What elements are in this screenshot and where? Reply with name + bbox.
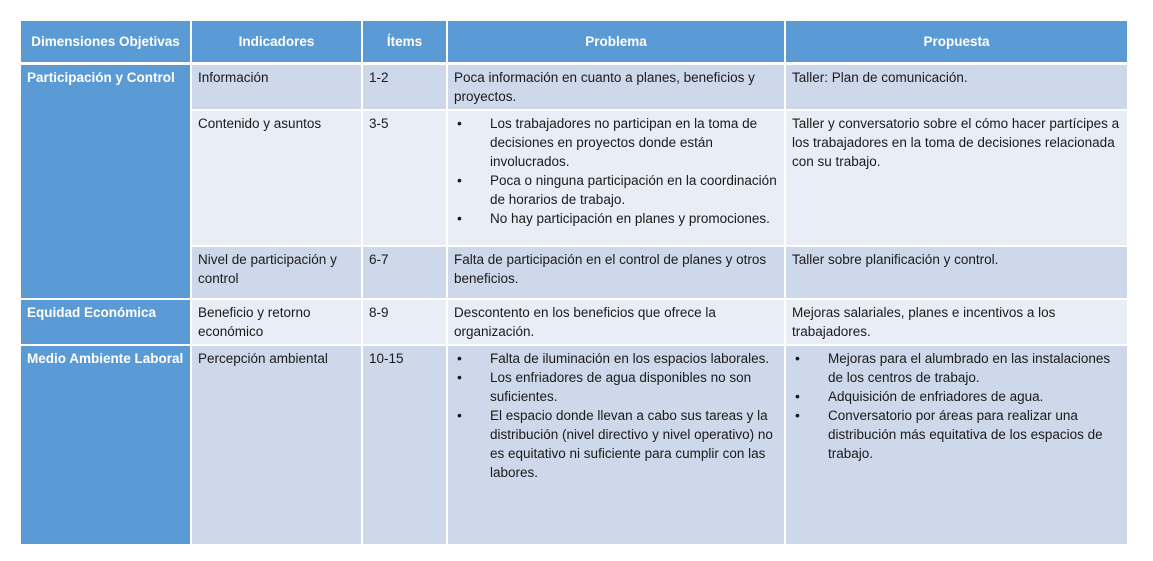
indicador-cell: Contenido y asuntos [192, 111, 363, 247]
header-propuesta: Propuesta [786, 21, 1127, 65]
diagnostic-table [21, 21, 1127, 546]
dimension-medio-ambiente: Medio Ambiente Laboral [21, 346, 192, 546]
dimension-equidad: Equidad Económica [21, 300, 192, 346]
problema-cell: Poca información en cuanto a planes, beneficios y proyectos. [448, 65, 786, 111]
propuesta-cell: Taller: Plan de comunicación. [786, 65, 1127, 111]
list-item: • Poca o ninguna participación en la coordinación de horarios de trabajo. [454, 171, 778, 209]
propuesta-cell: Taller sobre planificación y control. [786, 247, 1127, 300]
list-item: • Mejoras para el alumbrado en las instalaciones de los centros de trabajo. [792, 349, 1121, 387]
items-cell: 3-5 [363, 111, 448, 247]
problema-cell: Falta de participación en el control de planes y otros beneficios. [448, 247, 786, 300]
propuesta-list [792, 349, 1121, 463]
header-indicadores: Indicadores [192, 21, 363, 65]
propuesta-cell: Taller y conversatorio sobre el cómo hacer partícipes a los trabajadores en la toma de decisiones relacionada con su trabajo. [786, 111, 1127, 247]
items-cell: 6-7 [363, 247, 448, 300]
indicador-cell: Percepción ambiental [192, 346, 363, 546]
problema-cell [448, 346, 786, 546]
problema-cell [448, 111, 786, 247]
table-row [21, 65, 1127, 111]
dimension-participacion: Participación y Control [21, 65, 192, 300]
list-item: • No hay participación en planes y promociones. [454, 209, 778, 228]
header-items: Ítems [363, 21, 448, 65]
list-item: • Los enfriadores de agua disponibles no son suficientes. [454, 368, 778, 406]
list-item: • Los trabajadores no participan en la toma de decisiones en proyectos donde están involucrados. [454, 114, 778, 171]
propuesta-cell: Mejoras salariales, planes e incentivos a los trabajadores. [786, 300, 1127, 346]
table-row [21, 300, 1127, 346]
header-row [21, 21, 1127, 65]
indicador-cell: Información [192, 65, 363, 111]
problema-list [454, 349, 778, 482]
table-row [21, 346, 1127, 546]
items-cell: 10-15 [363, 346, 448, 546]
list-item: • Conversatorio por áreas para realizar una distribución más equitativa de los espacios de trabajo. [792, 406, 1121, 463]
header-dimensiones: Dimensiones Objetivas [21, 21, 192, 65]
propuesta-cell [786, 346, 1127, 546]
indicador-cell: Beneficio y retorno económico [192, 300, 363, 346]
items-cell: 8-9 [363, 300, 448, 346]
list-item: • Adquisición de enfriadores de agua. [792, 387, 1121, 406]
problema-list [454, 114, 778, 228]
indicador-cell: Nivel de participación y control [192, 247, 363, 300]
list-item: • El espacio donde llevan a cabo sus tareas y la distribución (nivel directivo y nivel operativo) no es equitativo ni suficiente para cumplir con las labores. [454, 406, 778, 482]
list-item: • Falta de iluminación en los espacios laborales. [454, 349, 778, 368]
items-cell: 1-2 [363, 65, 448, 111]
header-problema: Problema [448, 21, 786, 65]
problema-cell: Descontento en los beneficios que ofrece la organización. [448, 300, 786, 346]
